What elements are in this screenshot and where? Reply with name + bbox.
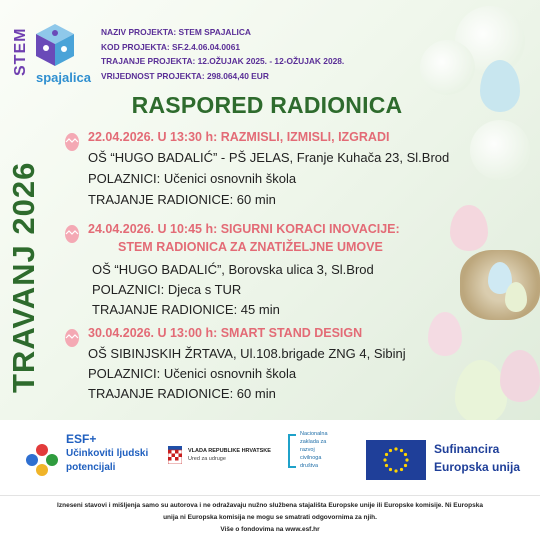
nz-line-2: zaklada za — [300, 439, 327, 445]
project-code: KOD PROJEKTA: SF.2.4.06.04.0061 — [101, 41, 241, 52]
nz-line-3: razvoj — [300, 447, 315, 453]
session-duration: TRAJANJE RADIONICE: 45 min — [92, 302, 280, 317]
disclaimer-line-3: Više o fondovima na www.esf.hr — [220, 526, 320, 533]
blossom-decoration — [470, 120, 530, 180]
disclaimer — [0, 500, 540, 536]
egg-decoration — [505, 282, 527, 312]
eu-flag-icon — [366, 440, 426, 480]
esf-subtitle-1: Učinkoviti ljudski — [66, 448, 149, 459]
vlada-line-2: Ured za udruge — [188, 456, 226, 462]
egg-decoration — [455, 360, 507, 424]
session-attendees: POLAZNICI: Učenici osnovnih škola — [88, 171, 297, 186]
session-duration: TRAJANJE RADIONICE: 60 min — [88, 192, 276, 207]
eu-line-1: Sufinancira — [434, 442, 500, 456]
egg-icon — [64, 327, 80, 347]
egg-decoration — [450, 205, 488, 251]
esf-logo — [24, 432, 149, 492]
session-location: OŠ SIBINJSKIH ŽRTAVA, Ul.108.brigade ZNG 4, Sibinj — [88, 346, 406, 361]
nz-line-1: Nacionalna — [300, 431, 328, 437]
project-duration: TRAJANJE PROJEKTA: 12.OŽUJAK 2025. - 12-OŽUJAK 2028. — [101, 56, 345, 66]
egg-icon — [64, 223, 80, 243]
vlada-logo — [168, 446, 280, 476]
stem-spajalica-logo — [12, 16, 92, 88]
session-location: OŠ “HUGO BADALIĆ”, Borovska ulica 3, Sl.Brod — [92, 262, 374, 277]
session-attendees: POLAZNICI: Djeca s TUR — [92, 282, 242, 297]
egg-decoration — [480, 60, 520, 112]
session-title-cont: STEM RADIONICA ZA ZNATIŽELJNE UMOVE — [118, 240, 383, 254]
session-location: OŠ “HUGO BADALIĆ” - PŠ JELAS, Franje Kuhača 23, Sl.Brod — [88, 150, 450, 165]
esf-title: ESF+ — [66, 432, 97, 446]
nz-line-4: civilnoga — [300, 455, 322, 461]
croatia-coat-of-arms-icon — [168, 446, 182, 464]
logo-word: spajalica — [36, 70, 91, 85]
eu-line-2: Europska unija — [434, 460, 521, 474]
eu-logo — [366, 440, 536, 480]
nacionalna-zaklada-logo — [288, 430, 354, 494]
egg-decoration — [500, 350, 540, 402]
blossom-decoration — [420, 40, 475, 95]
esf-flower-icon — [24, 442, 60, 478]
footer-divider — [0, 495, 540, 496]
disclaimer-line-1: Izneseni stavovi i mišljenja samo su autorova i ne odražavaju nužno službena stajališta Europske unije ili Europske komisije. Ni Europska — [57, 502, 483, 509]
project-info — [101, 25, 344, 83]
project-name: NAZIV PROJEKTA: STEM SPAJALICA — [101, 27, 251, 37]
egg-icon — [64, 131, 80, 151]
logo-stem-text: STEM — [12, 27, 29, 76]
disclaimer-line-2: unija ni Europska komisija ne mogu se smatrati odgovornima za njih. — [163, 514, 377, 521]
session-title: 30.04.2026. U 13:00 h: SMART STAND DESIGN — [88, 326, 363, 340]
esf-subtitle-2: potencijali — [66, 462, 116, 473]
session-title: 24.04.2026. U 10:45 h: SIGURNI KORACI INOVACIJE: — [88, 222, 400, 236]
project-value: VRIJEDNOST PROJEKTA: 298.064,40 EUR — [101, 70, 269, 81]
egg-decoration — [428, 312, 462, 356]
vlada-line-1: VLADA REPUBLIKE HRVATSKE — [188, 448, 271, 454]
page-title: RASPORED RADIONICA — [131, 92, 403, 118]
cube-icon — [32, 22, 78, 68]
session-title: 22.04.2026. U 13:30 h: RAZMISLI, IZMISLI, IZGRADI — [88, 130, 390, 144]
session-duration: TRAJANJE RADIONICE: 60 min — [88, 386, 276, 401]
nz-line-5: društva — [300, 463, 319, 469]
session-attendees: POLAZNICI: Učenici osnovnih škola — [88, 366, 297, 381]
month-label: TRAVANJ 2026 — [6, 161, 41, 393]
bracket-icon — [288, 434, 296, 468]
